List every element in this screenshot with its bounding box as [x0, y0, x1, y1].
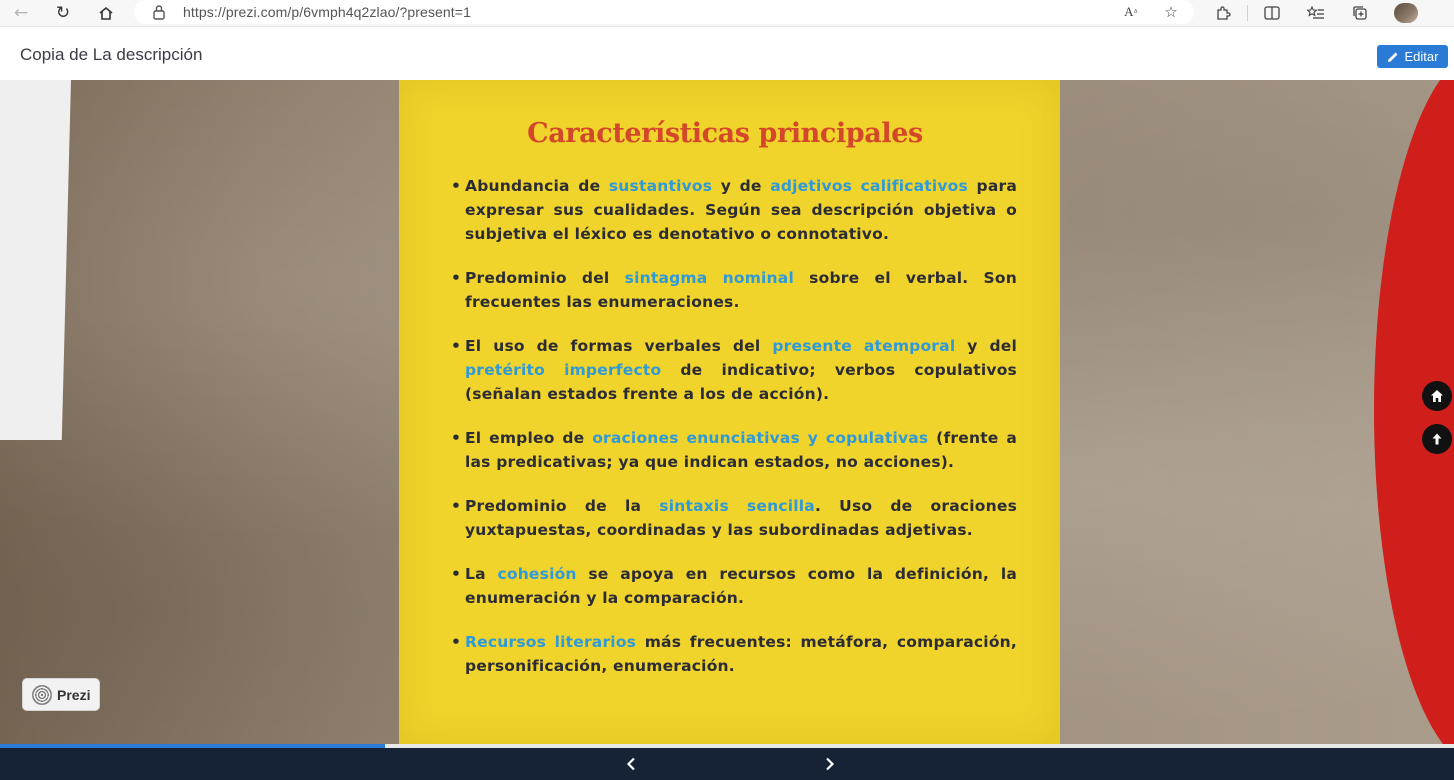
- highlighted-term: oraciones enunciativas y copulativas: [592, 429, 929, 447]
- bullet-text: sobre el verbal. Son frecuentes las enumeraciones.: [465, 269, 1017, 311]
- edit-button-label: Editar: [1404, 49, 1439, 64]
- bullet-text: Abundancia de: [465, 177, 609, 195]
- back-arrow-icon[interactable]: ←: [13, 3, 29, 23]
- collections-icon[interactable]: [1347, 1, 1373, 25]
- bullet-text: de indicativo; verbos copulativos (señalan estados frente a los de acción).: [465, 361, 1017, 403]
- profile-avatar[interactable]: [1394, 3, 1418, 23]
- bullet-list: [451, 174, 1017, 698]
- bullet-text: La: [465, 565, 498, 583]
- bullet-item: [451, 266, 1017, 314]
- bullet-text: se apoya en recursos como la definición, la enumeración y la comparación.: [465, 565, 1017, 607]
- bullet-item: [451, 426, 1017, 474]
- bullet-text: . Uso de oraciones yuxtapuestas, coordinadas y las subordinadas adjetivas.: [465, 497, 1017, 539]
- highlighted-term: presente atemporal: [772, 337, 956, 355]
- prezi-badge-label: Prezi: [57, 686, 91, 703]
- previous-step-button[interactable]: [616, 750, 646, 778]
- highlighted-term: Recursos literarios: [465, 633, 637, 651]
- chevron-right-icon: [825, 757, 835, 771]
- chevron-left-icon: [626, 757, 636, 771]
- presentation-header: [0, 27, 1454, 80]
- prezi-logo-icon: [32, 685, 52, 705]
- presentation-title: Copia de La descripción: [20, 45, 203, 64]
- bullet-text: y de: [712, 177, 771, 195]
- bullet-text: y del: [955, 337, 1017, 355]
- bullet-item: [451, 174, 1017, 246]
- highlighted-term: sustantivos: [608, 177, 713, 195]
- highlighted-term: pretérito imperfecto: [465, 361, 662, 379]
- home-button[interactable]: [1422, 381, 1452, 411]
- highlighted-term: sintagma nominal: [624, 269, 794, 287]
- bullet-item: [451, 334, 1017, 406]
- next-step-button[interactable]: [815, 750, 845, 778]
- bullet-text: más frecuentes: metáfora, comparación, personificación, enumeración.: [465, 633, 1017, 675]
- red-arc-decoration: [1374, 80, 1454, 744]
- highlighted-term: adjetivos calificativos: [770, 177, 968, 195]
- home-icon: [1430, 389, 1444, 403]
- extensions-icon[interactable]: [1210, 1, 1236, 25]
- highlighted-term: sintaxis sencilla: [659, 497, 815, 515]
- refresh-icon[interactable]: ↻: [55, 3, 71, 23]
- address-bar[interactable]: [134, 0, 1194, 24]
- prezi-badge[interactable]: [22, 678, 100, 711]
- url-text: https://prezi.com/p/6vmph4q2zlao/?present=1: [183, 4, 471, 20]
- toolbar-divider: [1247, 5, 1248, 21]
- poster-title: Características principales: [527, 118, 923, 149]
- zoom-out-button[interactable]: [1422, 424, 1452, 454]
- bullet-text: para expresar sus cualidades. Según sea descripción objetiva o subjetiva el léxico es denotativo o connotativo.: [465, 177, 1017, 243]
- paper-sheet-decoration: [0, 80, 71, 440]
- content-poster: [399, 80, 1060, 744]
- bullet-item: [451, 630, 1017, 678]
- pencil-icon: [1387, 51, 1399, 63]
- bullet-text: El uso de formas verbales del: [465, 337, 773, 355]
- bullet-item: [451, 562, 1017, 610]
- home-icon[interactable]: [91, 0, 121, 26]
- presentation-stage[interactable]: [0, 80, 1454, 744]
- split-screen-icon[interactable]: [1259, 1, 1285, 25]
- browser-toolbar: [0, 0, 1454, 27]
- favorite-star-icon[interactable]: ☆: [1164, 3, 1178, 21]
- bullet-text: El empleo de: [465, 429, 593, 447]
- bottom-navigation: [0, 748, 1454, 780]
- read-aloud-icon[interactable]: A ᐞ: [1124, 4, 1138, 19]
- edit-button[interactable]: [1377, 45, 1448, 68]
- bullet-item: [451, 494, 1017, 542]
- favorites-list-icon[interactable]: [1303, 1, 1329, 25]
- bullet-text: Predominio del: [465, 269, 625, 287]
- up-arrow-icon: [1430, 432, 1444, 446]
- highlighted-term: cohesión: [497, 565, 577, 583]
- bullet-text: (frente a las predicativas; ya que indican estados, no acciones).: [465, 429, 1017, 471]
- bullet-text: Predominio de la: [465, 497, 660, 515]
- lock-icon: [152, 4, 166, 20]
